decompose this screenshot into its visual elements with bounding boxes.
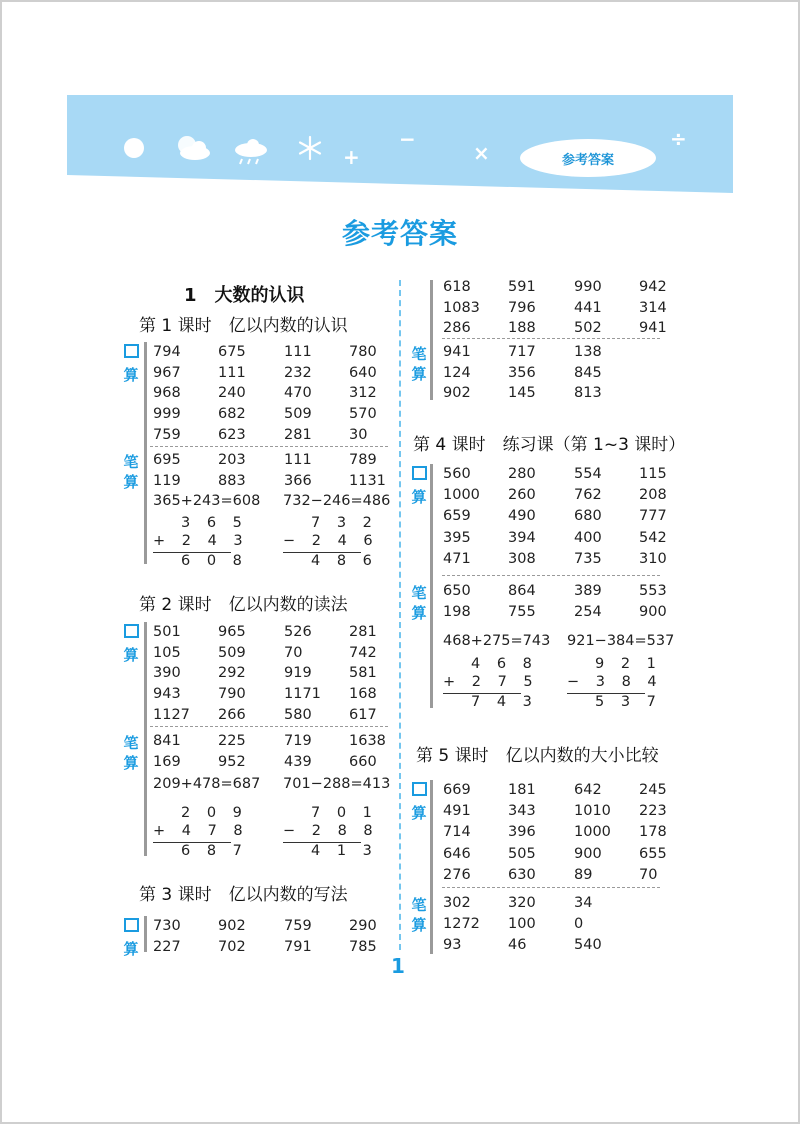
label-text: 算 [123, 646, 139, 664]
answer-cell: 618 [443, 279, 471, 295]
answer-cell: 646 [443, 845, 471, 862]
answer-cell: 883 [218, 472, 246, 489]
sun-icon [123, 137, 145, 159]
answer-cell: 570 [349, 406, 377, 423]
answer-cell: 490 [508, 508, 536, 525]
answer-cell: 526 [284, 624, 312, 640]
chapter-title: 1 大数的认识 [184, 285, 305, 306]
answer-cell: 501 [153, 624, 181, 640]
answer-cell: 714 [443, 824, 471, 841]
answer-cell: 308 [508, 550, 536, 567]
answer-cell: 640 [349, 364, 377, 381]
mouth-box-icon [412, 466, 427, 480]
answer-cell: 777 [639, 508, 667, 525]
mouth-box-icon [124, 624, 139, 638]
label-text: 算 [123, 754, 139, 772]
oral-calc-label [122, 918, 140, 959]
answer-cell: 1000 [443, 487, 480, 504]
lesson-3-title: 第 3 课时 亿以内数的写法 [139, 885, 348, 905]
answer-cell: 254 [574, 604, 602, 621]
label-text: 笔 [123, 453, 139, 471]
bracket-bar [144, 342, 147, 564]
answer-cell: 540 [574, 937, 602, 954]
answer-cell: 719 [284, 733, 312, 749]
answer-cell: 554 [574, 466, 602, 482]
answer-cell: 717 [508, 344, 536, 360]
sum-line [283, 842, 361, 843]
answer-cell: 509 [284, 406, 312, 423]
vertical-calc-row: 7 0 1 [311, 805, 378, 821]
label-text: 笔 [411, 896, 427, 914]
answer-cell: 580 [284, 706, 312, 723]
answer-cell: 650 [443, 583, 471, 599]
answer-cell: 794 [153, 344, 181, 360]
answer-cell: 281 [284, 426, 312, 443]
label-text: 算 [411, 604, 427, 622]
answer-cell: 791 [284, 938, 312, 955]
label-text: 算 [411, 488, 427, 506]
answer-cell: 1000 [574, 824, 611, 841]
answer-cell: 471 [443, 550, 471, 567]
answer-cell: 990 [574, 279, 602, 295]
answer-cell: 952 [218, 753, 246, 770]
vertical-calc-row: 6 0 8 [181, 553, 248, 569]
answer-cell: 967 [153, 364, 181, 381]
mouth-box-icon [124, 344, 139, 358]
lesson-5-title: 第 5 课时 亿以内数的大小比较 [416, 746, 659, 766]
equation: 468+275=743 [443, 633, 551, 649]
answer-cell: 394 [508, 529, 536, 546]
answer-cell: 89 [574, 866, 593, 883]
answer-cell: 276 [443, 866, 471, 883]
answer-cell: 702 [218, 938, 246, 955]
answer-cell: 785 [349, 938, 377, 955]
vertical-calc-row: + 4 7 8 [153, 823, 249, 839]
answer-cell: 813 [574, 385, 602, 402]
answer-cell: 542 [639, 529, 667, 546]
answer-cell: 470 [284, 385, 312, 402]
answer-cell: 742 [349, 644, 377, 661]
answer-cell: 553 [639, 583, 667, 599]
label-text: 算 [411, 365, 427, 383]
section-separator [150, 446, 388, 447]
vertical-calc-row: 3 6 5 [181, 515, 248, 531]
plus-icon: + [343, 145, 360, 169]
answer-cell: 46 [508, 937, 527, 954]
answer-cell: 168 [349, 686, 377, 703]
answer-cell: 623 [218, 426, 246, 443]
answer-cell: 266 [218, 706, 246, 723]
answer-cell: 312 [349, 385, 377, 402]
answer-cell: 630 [508, 866, 536, 883]
answer-cell: 790 [218, 686, 246, 703]
answer-cell: 395 [443, 529, 471, 546]
vertical-calc-row: 6 8 7 [181, 843, 248, 859]
answer-cell: 181 [508, 782, 536, 798]
answer-cell: 642 [574, 782, 602, 798]
header-banner [67, 95, 733, 193]
answer-cell: 841 [153, 733, 181, 749]
vertical-calc-row: 4 1 3 [311, 843, 378, 859]
oral-calc-label [122, 624, 140, 665]
bracket-bar [430, 464, 433, 708]
answer-cell: 93 [443, 937, 462, 954]
vertical-calc-row: + 2 4 3 [153, 533, 249, 549]
answer-cell: 169 [153, 753, 181, 770]
bracket-bar [144, 622, 147, 856]
answer-cell: 320 [508, 895, 536, 911]
answer-cell: 232 [284, 364, 312, 381]
answer-cell: 845 [574, 364, 602, 381]
answer-cell: 591 [508, 279, 536, 295]
answer-cell: 286 [443, 320, 471, 337]
answer-cell: 314 [639, 299, 667, 316]
vertical-calc-row: 7 3 2 [311, 515, 378, 531]
answer-cell: 1131 [349, 472, 386, 489]
answer-cell: 280 [508, 466, 536, 482]
oral-calc-label [410, 466, 428, 507]
vertical-calc-row: − 3 8 4 [567, 674, 663, 690]
sum-line [153, 552, 231, 553]
answer-cell: 1272 [443, 916, 480, 933]
answer-cell: 208 [639, 487, 667, 504]
lesson-4-title: 第 4 课时 练习课（第 1~3 课时） [413, 435, 686, 455]
answer-cell: 502 [574, 320, 602, 337]
answer-cell: 389 [574, 583, 602, 599]
vertical-calc-row: − 2 4 6 [283, 533, 379, 549]
answer-cell: 290 [349, 918, 377, 934]
answer-cell: 30 [349, 426, 368, 443]
answer-cell: 902 [218, 918, 246, 934]
answer-cell: 111 [284, 344, 312, 360]
mouth-box-icon [124, 918, 139, 932]
equation: 732−246=486 [283, 493, 391, 509]
answer-cell: 759 [284, 918, 312, 934]
answer-cell: 755 [508, 604, 536, 621]
answer-cell: 942 [639, 279, 667, 295]
answer-cell: 1127 [153, 706, 190, 723]
answer-cell: 343 [508, 803, 536, 820]
answer-cell: 617 [349, 706, 377, 723]
label-text: 算 [411, 916, 427, 934]
answer-cell: 680 [574, 508, 602, 525]
mouth-box-icon [412, 782, 427, 796]
minus-icon: − [399, 127, 416, 151]
bracket-bar [430, 280, 433, 400]
answer-cell: 941 [443, 344, 471, 360]
sum-line [567, 693, 645, 694]
times-icon: × [473, 141, 490, 165]
vertical-calc-row: 7 4 3 [471, 694, 538, 710]
answer-cell: 111 [218, 364, 246, 381]
answer-cell: 390 [153, 665, 181, 682]
column-divider [399, 280, 401, 950]
answer-cell: 968 [153, 385, 181, 402]
page-number: 1 [391, 954, 405, 978]
banner-label: 参考答案 [520, 139, 656, 177]
answer-cell: 100 [508, 916, 536, 933]
answer-cell: 919 [284, 665, 312, 682]
answer-cell: 900 [639, 604, 667, 621]
answer-cell: 509 [218, 644, 246, 661]
answer-cell: 789 [349, 452, 377, 468]
answer-cell: 669 [443, 782, 471, 798]
answer-cell: 943 [153, 686, 181, 703]
sum-line [443, 693, 521, 694]
answer-cell: 655 [639, 845, 667, 862]
written-calc-label [122, 733, 140, 773]
answer-cell: 119 [153, 472, 181, 489]
partly-cloudy-icon [173, 133, 213, 163]
section-separator [442, 338, 660, 339]
label-text: 算 [123, 366, 139, 384]
divide-icon: ÷ [670, 127, 687, 151]
section-separator [442, 887, 660, 888]
equation: 701−288=413 [283, 776, 391, 792]
answer-cell: 138 [574, 344, 602, 360]
vertical-calc-row: 4 6 8 [471, 656, 538, 672]
answer-cell: 260 [508, 487, 536, 504]
answer-cell: 864 [508, 583, 536, 599]
answer-cell: 762 [574, 487, 602, 504]
vertical-calc-row: 2 0 9 [181, 805, 248, 821]
answer-cell: 124 [443, 364, 471, 381]
section-separator [150, 726, 388, 727]
answer-cell: 203 [218, 452, 246, 468]
vertical-calc-row: 5 3 7 [595, 694, 662, 710]
equation: 365+243=608 [153, 493, 261, 509]
label-text: 笔 [411, 345, 427, 363]
answer-cell: 115 [639, 466, 667, 482]
answer-cell: 965 [218, 624, 246, 640]
answer-cell: 560 [443, 466, 471, 482]
label-text: 算 [411, 804, 427, 822]
lesson-1-title: 第 1 课时 亿以内数的认识 [139, 316, 348, 336]
answer-cell: 941 [639, 320, 667, 337]
answer-cell: 227 [153, 938, 181, 955]
answer-cell: 178 [639, 824, 667, 841]
bracket-bar [430, 780, 433, 954]
answer-cell: 902 [443, 385, 471, 402]
answer-cell: 111 [284, 452, 312, 468]
answer-cell: 198 [443, 604, 471, 621]
answer-cell: 695 [153, 452, 181, 468]
answer-cell: 310 [639, 550, 667, 567]
answer-cell: 225 [218, 733, 246, 749]
answer-cell: 281 [349, 624, 377, 640]
written-calc-label [122, 452, 140, 492]
rain-cloud-icon [232, 137, 270, 167]
answer-cell: 70 [284, 644, 303, 661]
answer-cell: 1083 [443, 299, 480, 316]
oral-calc-label [122, 344, 140, 385]
answer-cell: 1171 [284, 686, 321, 703]
label-text: 算 [123, 473, 139, 491]
answer-cell: 675 [218, 344, 246, 360]
vertical-calc-row: − 2 8 8 [283, 823, 379, 839]
answer-cell: 439 [284, 753, 312, 770]
answer-cell: 70 [639, 866, 658, 883]
answer-cell: 759 [153, 426, 181, 443]
equation: 921−384=537 [567, 633, 675, 649]
answer-cell: 682 [218, 406, 246, 423]
answer-cell: 396 [508, 824, 536, 841]
answer-cell: 999 [153, 406, 181, 423]
answer-cell: 34 [574, 895, 593, 911]
answer-cell: 292 [218, 665, 246, 682]
answer-cell: 145 [508, 385, 536, 402]
answer-cell: 0 [574, 916, 584, 933]
label-text: 笔 [411, 584, 427, 602]
answer-cell: 302 [443, 895, 471, 911]
answer-cell: 660 [349, 753, 377, 770]
sum-line [153, 842, 231, 843]
answer-cell: 223 [639, 803, 667, 820]
answer-cell: 505 [508, 845, 536, 862]
answer-cell: 1010 [574, 803, 611, 820]
oral-calc-label [410, 782, 428, 823]
answer-cell: 441 [574, 299, 602, 316]
bracket-bar [144, 916, 147, 952]
answer-cell: 366 [284, 472, 312, 489]
sum-line [283, 552, 361, 553]
label-text: 笔 [123, 734, 139, 752]
answer-cell: 796 [508, 299, 536, 316]
label-text: 算 [123, 940, 139, 958]
snowflake-icon [297, 135, 323, 161]
answer-cell: 900 [574, 845, 602, 862]
answer-cell: 188 [508, 320, 536, 337]
answer-cell: 240 [218, 385, 246, 402]
answer-cell: 491 [443, 803, 471, 820]
lesson-2-title: 第 2 课时 亿以内数的读法 [139, 595, 348, 615]
answer-cell: 735 [574, 550, 602, 567]
written-calc-label [410, 344, 428, 384]
answer-cell: 581 [349, 665, 377, 682]
answer-cell: 659 [443, 508, 471, 525]
vertical-calc-row: 4 8 6 [311, 553, 378, 569]
answer-cell: 356 [508, 364, 536, 381]
answer-cell: 105 [153, 644, 181, 661]
written-calc-label [410, 895, 428, 935]
written-calc-label [410, 583, 428, 623]
equation: 209+478=687 [153, 776, 261, 792]
vertical-calc-row: + 2 7 5 [443, 674, 539, 690]
page-title: 参考答案 [341, 217, 458, 250]
answer-cell: 245 [639, 782, 667, 798]
answer-cell: 1638 [349, 733, 386, 749]
vertical-calc-row: 9 2 1 [595, 656, 662, 672]
answer-cell: 400 [574, 529, 602, 546]
section-separator [442, 575, 660, 576]
answer-cell: 730 [153, 918, 181, 934]
answer-cell: 780 [349, 344, 377, 360]
